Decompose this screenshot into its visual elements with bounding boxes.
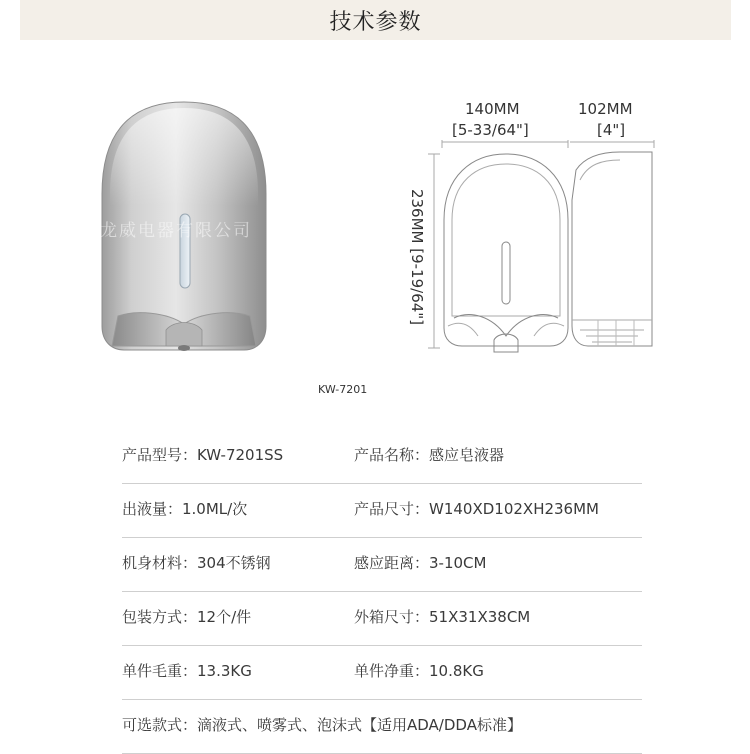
spec-carton-size: 外箱尺寸：51X31X38CM	[354, 608, 531, 626]
section-title: 技术参数	[329, 9, 422, 35]
spec-options: 可选款式：滴液式、喷雾式、泡沫式【适用ADA/DDA标准】	[122, 716, 522, 734]
width-in-label: [5-33/64"]	[452, 121, 529, 139]
technical-drawing	[420, 140, 660, 369]
spec-row	[122, 484, 642, 538]
spec-gross-weight: 单件毛重：13.3KG	[122, 662, 252, 680]
spec-row	[122, 430, 642, 484]
watermark-text: 浙江龙威电器有限公司	[62, 221, 252, 241]
spec-row	[122, 646, 642, 700]
spec-net-weight: 单件净重：10.8KG	[354, 662, 484, 680]
depth-mm-label: 102MM	[578, 100, 633, 118]
section-header	[20, 0, 731, 40]
spec-product-name: 产品名称：感应皂液器	[354, 446, 505, 464]
spec-sensor-distance: 感应距离：3-10CM	[354, 554, 487, 572]
spec-table	[122, 430, 642, 754]
spec-row	[122, 592, 642, 646]
model-caption: KW-7201	[318, 383, 368, 396]
spec-packing: 包装方式：12个/件	[122, 608, 252, 626]
depth-in-label: [4"]	[597, 121, 626, 139]
width-mm-label: 140MM	[465, 100, 520, 118]
spec-size: 产品尺寸：W140XD102XH236MM	[354, 500, 599, 518]
spec-material: 机身材料：304不锈钢	[122, 554, 271, 572]
spec-row	[122, 538, 642, 592]
height-label: 236MM [9-19/64"]	[408, 188, 426, 326]
spec-row	[122, 700, 642, 754]
spec-output: 出液量：1.0ML/次	[122, 500, 248, 518]
spec-model: 产品型号：KW-7201SS	[122, 446, 284, 464]
